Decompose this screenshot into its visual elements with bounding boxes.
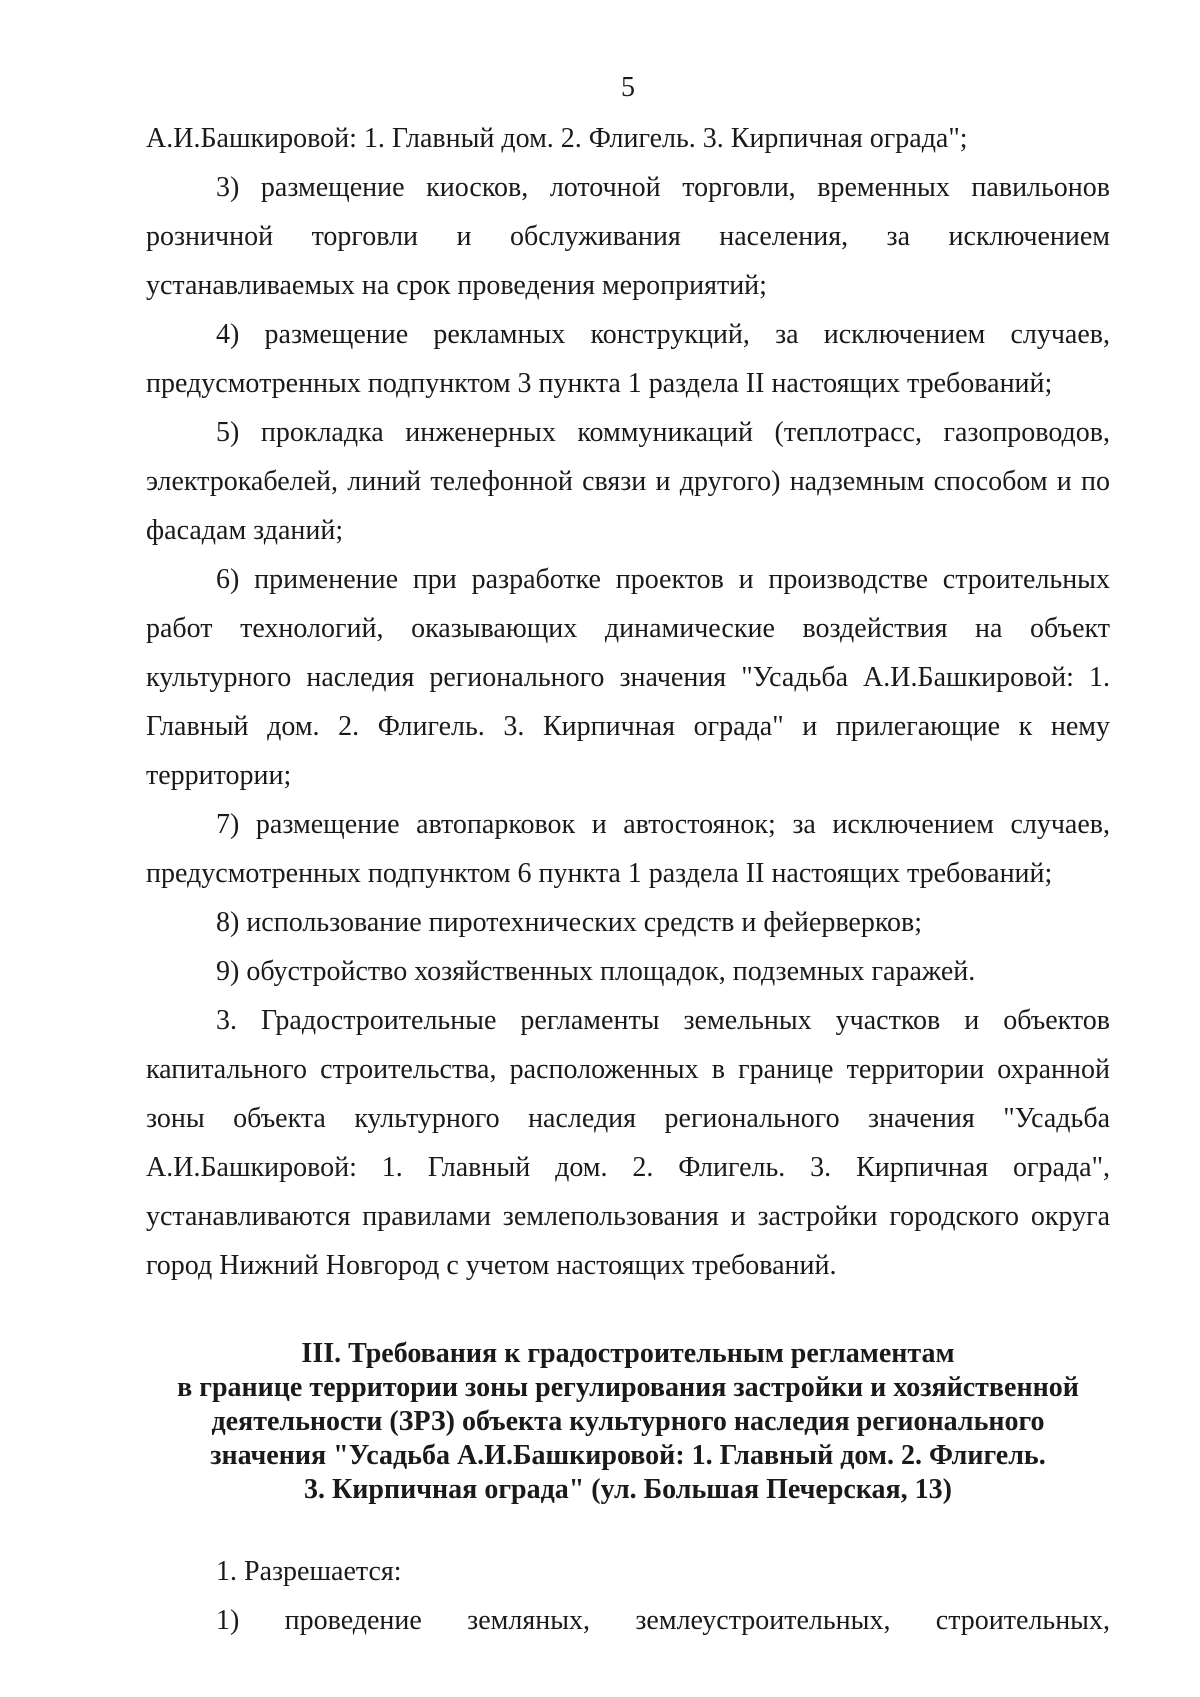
paragraph-point-3: 3. Градостроительные регламенты земельных участков и объектов капитального строительства, расположенных в границе территории охранной зоны объекта культурного наследия регионального значения "Усадьба А.И.Башкировой: 1. Главный дом. 2. Флигель. 3. Кирпичная ограда", устанавливаются правилами землепользования и застройки городского округа город Нижний Новгород с учетом настоящих требований. — [146, 1005, 1110, 1281]
section-heading — [146, 1337, 1110, 1507]
paragraph-continuation: А.И.Башкировой: 1. Главный дом. 2. Флигель. 3. Кирпичная ограда"; — [146, 123, 968, 154]
paragraph-allowed-item-1: 1) проведение земляных, землеустроительных, строительных, — [216, 1605, 1110, 1636]
document-page — [146, 64, 1110, 1674]
section-heading-line: деятельности (ЗРЗ) объекта культурного наследия регионального — [211, 1406, 1045, 1437]
paragraph-item-3: 3) размещение киосков, лоточной торговли, временных павильонов розничной торговли и обслуживания населения, за исключением устанавливаемых на срок проведения мероприятий; — [146, 172, 1110, 301]
paragraph-item-9: 9) обустройство хозяйственных площадок, подземных гаражей. — [216, 956, 976, 987]
paragraph-allowed: 1. Разрешается: — [216, 1556, 402, 1587]
page-number: 5 — [621, 72, 635, 103]
paragraph-item-8: 8) использование пиротехнических средств и фейерверков; — [216, 907, 923, 938]
section-heading-line: значения "Усадьба А.И.Башкировой: 1. Главный дом. 2. Флигель. — [210, 1440, 1046, 1471]
paragraph-item-5: 5) прокладка инженерных коммуникаций (теплотрасс, газопроводов, электрокабелей, линий телефонной связи и другого) надземным способом и по фасадам зданий; — [146, 417, 1110, 546]
paragraph-item-7: 7) размещение автопарковок и автостоянок; за исключением случаев, предусмотренных подпунктом 6 пункта 1 раздела II настоящих требований; — [146, 809, 1110, 889]
paragraph-item-4: 4) размещение рекламных конструкций, за исключением случаев, предусмотренных подпунктом 3 пункта 1 раздела II настоящих требований; — [146, 319, 1110, 399]
section-heading-line: в границе территории зоны регулирования застройки и хозяйственной — [177, 1372, 1079, 1403]
paragraph-item-6: 6) применение при разработке проектов и производстве строительных работ технологий, оказывающих динамические воздействия на объект культурного наследия регионального значения "Усадьба А.И.Башкировой: 1. Главный дом. 2. Флигель. 3. Кирпичная ограда" и прилегающие к нему территории; — [146, 564, 1110, 791]
section-heading-line: III. Требования к градостроительным регламентам — [301, 1338, 955, 1369]
section-heading-line: 3. Кирпичная ограда" (ул. Большая Печерская, 13) — [303, 1474, 953, 1505]
